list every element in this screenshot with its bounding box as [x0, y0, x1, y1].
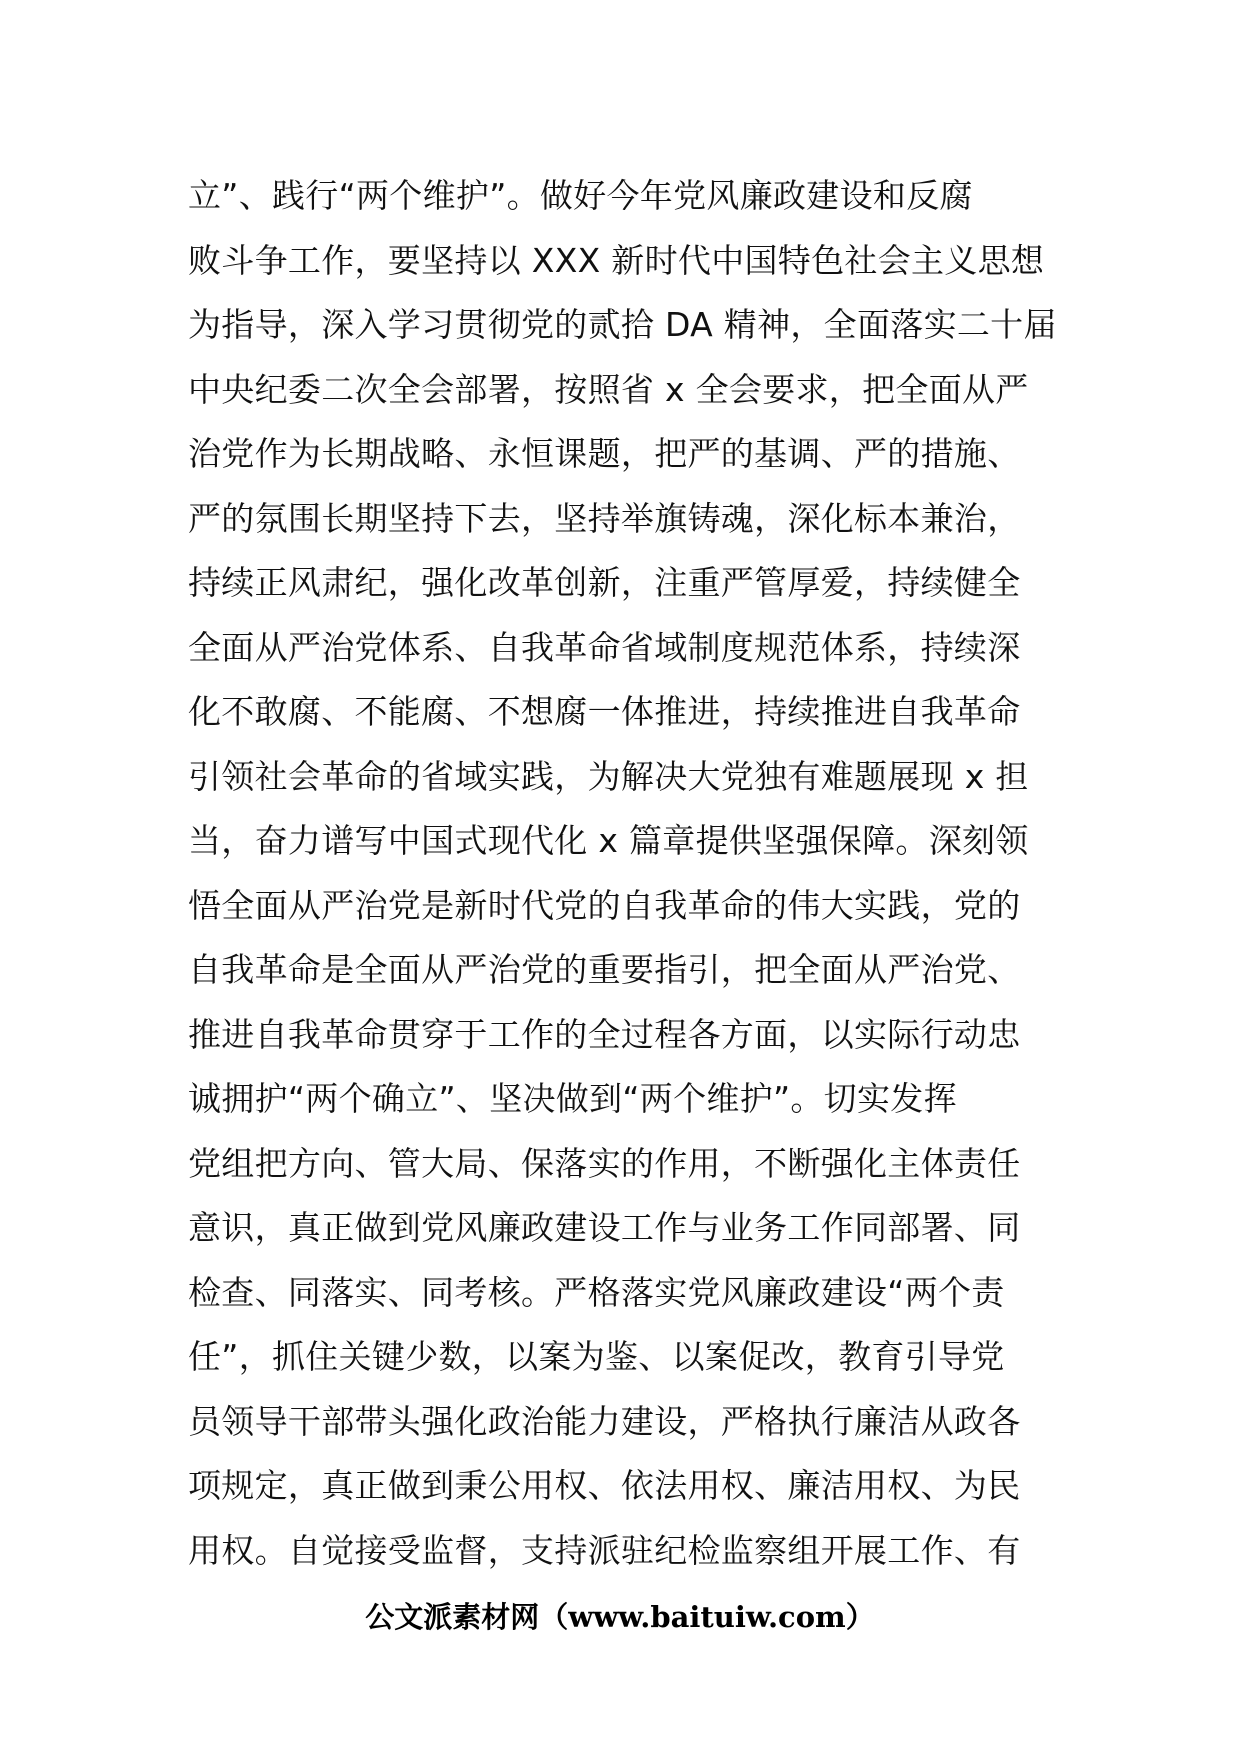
text-line: 化不敢腐、不能腐、不想腐一体推进，持续推进自我革命	[188, 692, 1021, 731]
text-line: 败斗争工作，要坚持以 XXX 新时代中国特色社会主义思想	[188, 240, 1045, 280]
text-line: 党组把方向、管大局、保落实的作用，不断强化主体责任	[188, 1143, 1021, 1183]
footer-watermark: 公文派素材网（www.baituiw.com）	[365, 1600, 875, 1634]
text-line: 悟全面从严治党是新时代党的自我革命的伟大实践，党的	[188, 885, 1021, 925]
body-text	[188, 164, 1062, 1583]
text-line: 立”、践行“两个维护”。做好今年党风廉政建设和反腐	[188, 176, 973, 215]
text-line: 任”，抓住关键少数，以案为鉴、以案促改，教育引导党	[188, 1337, 1005, 1376]
text-line: 意识，真正做到党风廉政建设工作与业务工作同部署、同	[188, 1208, 1021, 1247]
text-line: 严的氛围长期坚持下去，坚持举旗铸魂，深化标本兼治，	[188, 498, 1021, 538]
text-line: 用权。自觉接受监督，支持派驻纪检监察组开展工作、有	[188, 1530, 1021, 1570]
text-line: 推进自我革命贯穿于工作的全过程各方面，以实际行动忠	[188, 1014, 1021, 1054]
text-line: 为指导，深入学习贯彻党的贰拾 DA 精神，全面落实二十届	[188, 305, 1057, 344]
text-line: 全面从严治党体系、自我革命省域制度规范体系，持续深	[188, 627, 1021, 667]
text-line: 检查、同落实、同考核。严格落实党风廉政建设“两个责	[188, 1272, 1005, 1312]
text-line: 项规定，真正做到秉公用权、依法用权、廉洁用权、为民	[188, 1466, 1021, 1505]
text-line: 自我革命是全面从严治党的重要指引，把全面从严治党、	[188, 950, 1021, 989]
text-line: 持续正风肃纪，强化改革创新，注重严管厚爱，持续健全	[188, 563, 1021, 602]
text-line: 当，奋力谱写中国式现代化 x 篇章提供坚强保障。深刻领	[188, 821, 1029, 860]
text-line: 中央纪委二次全会部署，按照省 x 全会要求，把全面从严	[188, 369, 1029, 409]
text-line: 员领导干部带头强化政治能力建设，严格执行廉洁从政各	[188, 1401, 1021, 1441]
text-line: 诚拥护“两个确立”、坚决做到“两个维护”。切实发挥	[188, 1079, 957, 1118]
text-line: 治党作为长期战略、永恒课题，把严的基调、严的措施、	[188, 434, 1021, 473]
text-line: 引领社会革命的省域实践，为解决大党独有难题展现 x 担	[188, 756, 1029, 796]
